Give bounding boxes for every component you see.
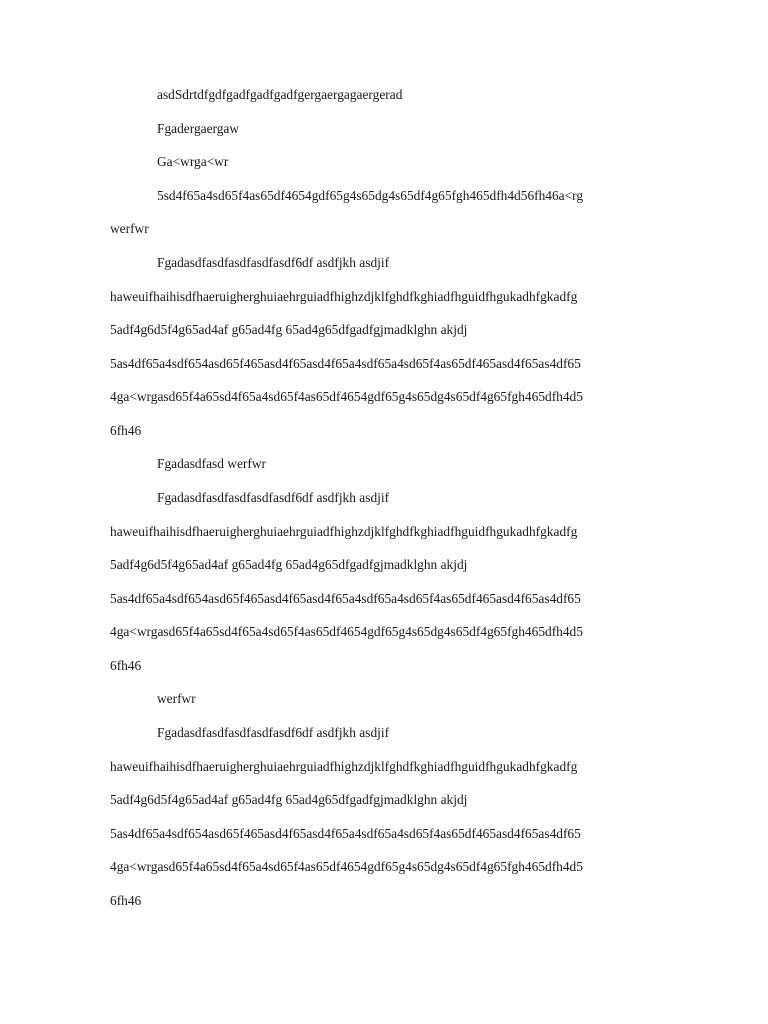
text-line: 5as4df65a4sdf654asd65f465asd4f65asd4f65a4sdf65a4sd65f4as65df465asd4f65as4df65	[110, 826, 581, 841]
text-line: Fgadasdfasdfasdfasdfasdf6df asdfjkh asdjif	[157, 490, 390, 505]
text-line: 6fh46	[110, 893, 142, 908]
text-line: Fgadasdfasdfasdfasdfasdf6df asdfjkh asdjif	[157, 725, 390, 740]
text-line: haweuifhaihisdfhaeruigherghuiaehrguiadfhighzdjklfghdfkghiadfhguidfhgukadhfgkadfg	[110, 289, 578, 304]
text-line: asdSdrtdfgdfgadfgadfgadfgergaergagaergerad	[157, 87, 403, 102]
text-line: 5sd4f65a4sd65f4as65df4654gdf65g4s65dg4s65df4g65fgh465dfh4d56fh46a<rg	[157, 188, 584, 203]
text-line: 6fh46	[110, 658, 142, 673]
text-line: 5as4df65a4sdf654asd65f465asd4f65asd4f65a4sdf65a4sd65f4as65df465asd4f65as4df65	[110, 356, 581, 371]
text-line: haweuifhaihisdfhaeruigherghuiaehrguiadfhighzdjklfghdfkghiadfhguidfhgukadhfgkadfg	[110, 524, 578, 539]
text-line: Fgadasdfasdfasdfasdfasdf6df asdfjkh asdjif	[157, 255, 390, 270]
text-line: werfwr	[157, 691, 196, 706]
text-line: 5as4df65a4sdf654asd65f465asd4f65asd4f65a4sdf65a4sd65f4as65df465asd4f65as4df65	[110, 591, 581, 606]
text-line: 6fh46	[110, 423, 142, 438]
text-line: 4ga<wrgasd65f4a65sd4f65a4sd65f4as65df4654gdf65g4s65dg4s65df4g65fgh465dfh4d5	[110, 624, 583, 639]
text-line: Ga<wrga<wr	[157, 154, 229, 169]
text-line: 4ga<wrgasd65f4a65sd4f65a4sd65f4as65df4654gdf65g4s65dg4s65df4g65fgh465dfh4d5	[110, 859, 583, 874]
text-line: haweuifhaihisdfhaeruigherghuiaehrguiadfhighzdjklfghdfkghiadfhguidfhgukadhfgkadfg	[110, 759, 578, 774]
text-line: Fgadergaergaw	[157, 121, 240, 136]
text-line: werfwr	[110, 221, 149, 236]
text-line: 4ga<wrgasd65f4a65sd4f65a4sd65f4as65df4654gdf65g4s65dg4s65df4g65fgh465dfh4d5	[110, 389, 583, 404]
text-line: Fgadasdfasd werfwr	[157, 456, 266, 471]
text-line: 5adf4g6d5f4g65ad4af g65ad4fg 65ad4g65dfgadfgjmadklghn akjdj	[110, 557, 468, 572]
text-line: 5adf4g6d5f4g65ad4af g65ad4fg 65ad4g65dfgadfgjmadklghn akjdj	[110, 322, 468, 337]
text-line: 5adf4g6d5f4g65ad4af g65ad4fg 65ad4g65dfgadfgjmadklghn akjdj	[110, 792, 468, 807]
